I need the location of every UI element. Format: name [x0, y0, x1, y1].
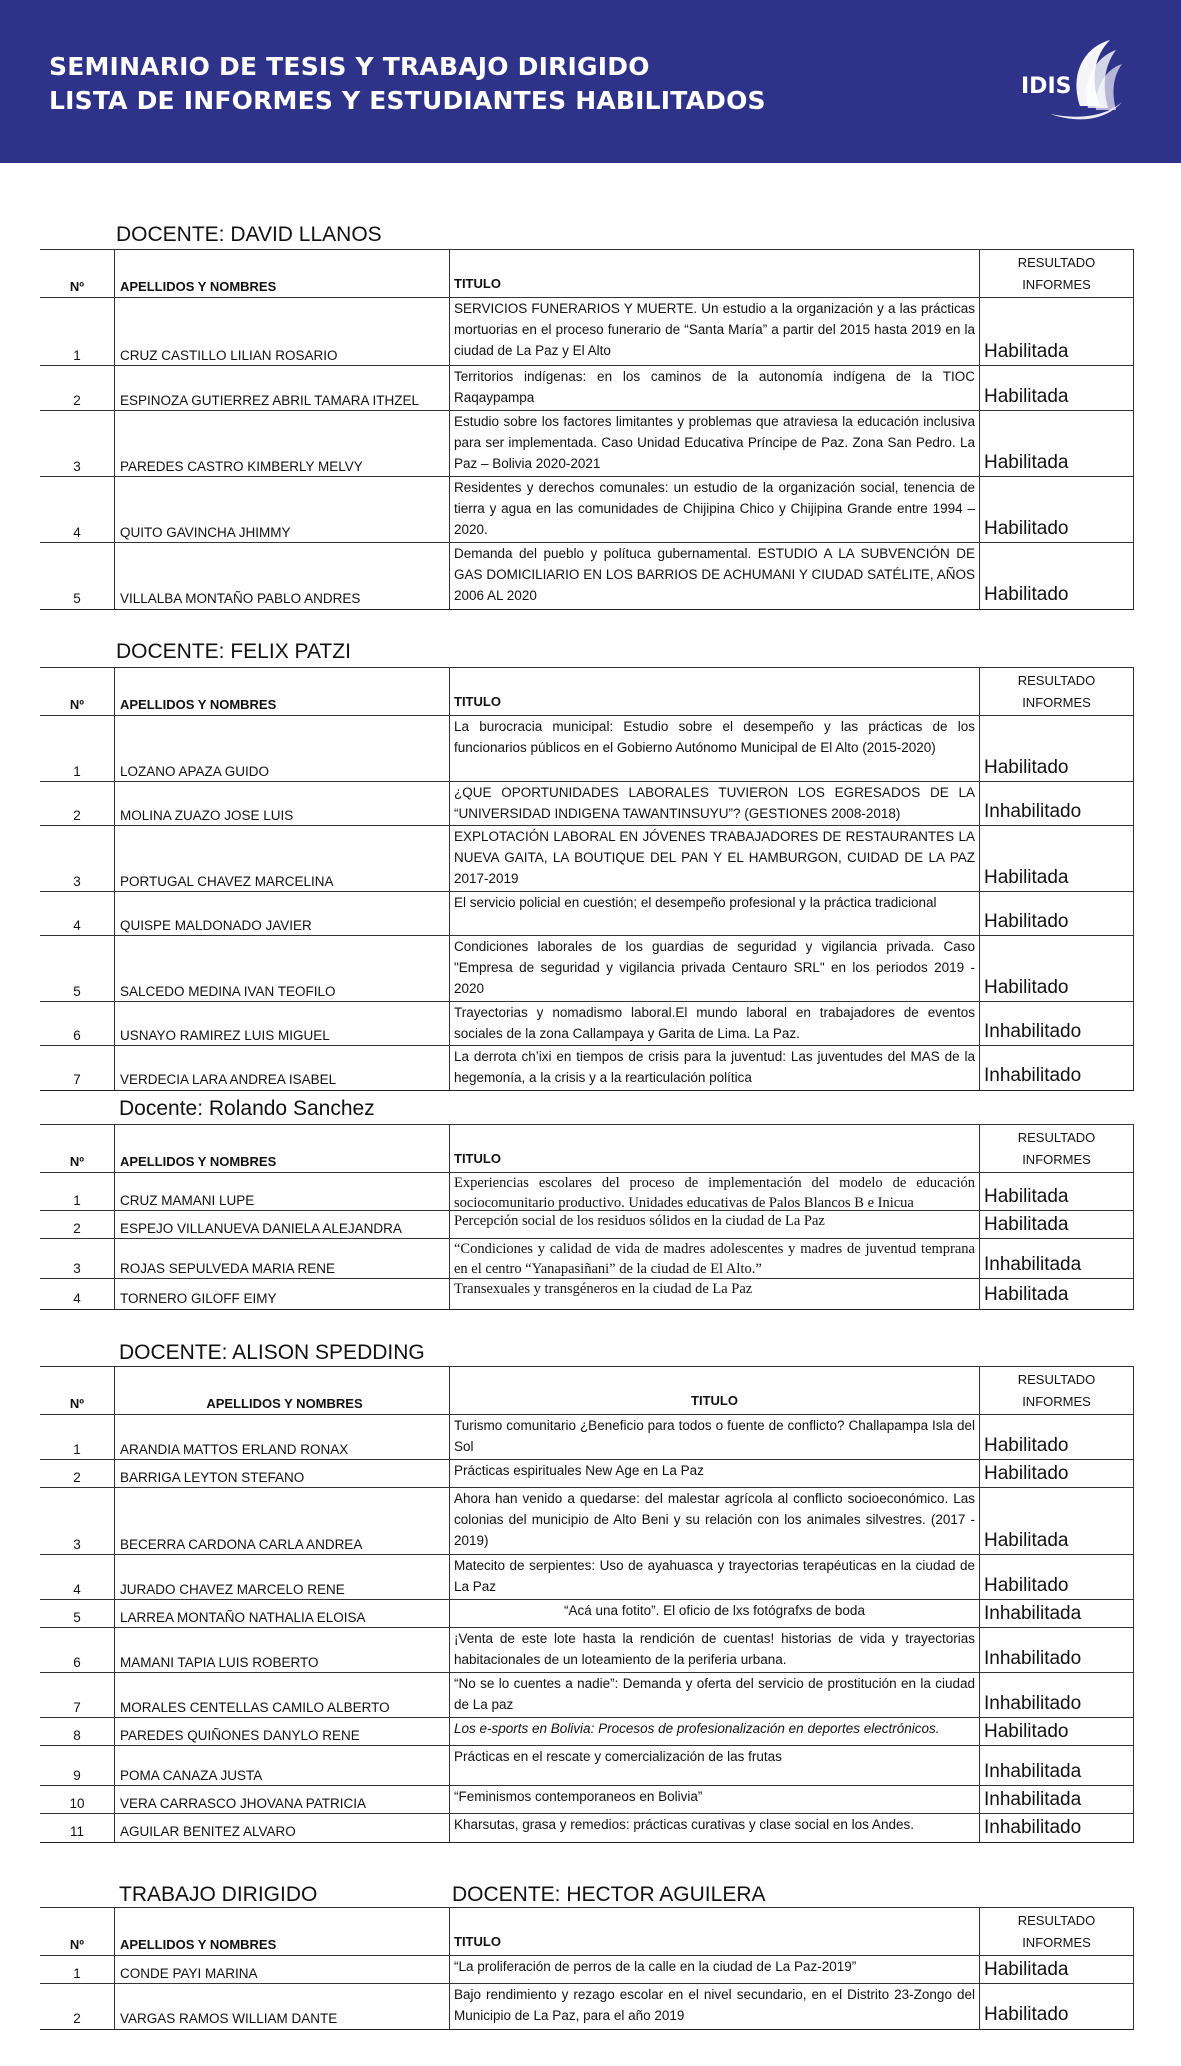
table-row: [40, 935, 1134, 1002]
column-header-title: TITULO: [449, 1908, 979, 1956]
table-row: [40, 1785, 1134, 1814]
section-heading: DOCENTE: ALISON SPEDDING: [119, 1341, 425, 1364]
report-title: SERVICIOS FUNERARIOS Y MUERTE. Un estudio a la organización y a las prácticas mortuorias en el proceso funerario de “Santa María” a partir del 2015 hasta 2019 en la ciudad de La Paz y El Alto: [449, 298, 979, 366]
table-row: [40, 1813, 1134, 1843]
student-name: POMA CANAZA JUSTA: [114, 1746, 449, 1786]
row-number: 5: [73, 591, 81, 606]
student-name: JURADO CHAVEZ MARCELO RENE: [114, 1555, 449, 1600]
report-title: Kharsutas, grasa y remedios: prácticas curativas y clase social en los Andes.: [449, 1814, 979, 1842]
result-status: Inhabilitado: [979, 1673, 1134, 1718]
result-status: Habilitada: [979, 366, 1134, 411]
report-title: Residentes y derechos comunales: un estudio de la organización social, tenencia de tierra y agua en las comunidades de Chijipina Chico y Chijipina Grande entre 1994 – 2020.: [449, 477, 979, 543]
table-row: [40, 1045, 1134, 1091]
column-header-result: [979, 1367, 1134, 1415]
row-number: 6: [73, 1655, 81, 1670]
result-status: Habilitada: [979, 1173, 1134, 1211]
result-status: Habilitado: [979, 1984, 1134, 2029]
header-title-line1: SEMINARIO DE TESIS Y TRABAJO DIRIGIDO: [49, 52, 650, 81]
result-status: Inhabilitado: [979, 1814, 1134, 1842]
report-title: Territorios indígenas: en los caminos de la autonomía indígena de la TIOC Raqaypampa: [449, 366, 979, 411]
row-number: 9: [73, 1768, 81, 1783]
report-title: ¿QUE OPORTUNIDADES LABORALES TUVIERON LOS EGRESADOS DE LA “UNIVERSIDAD INDIGENA TAWANTINSUYU”? (GESTIONES 2008-2018): [449, 782, 979, 826]
table-row: [40, 1172, 1134, 1211]
column-header-num: Nº: [69, 1396, 85, 1411]
table-row: [40, 1001, 1134, 1046]
row-number: 2: [73, 1470, 81, 1485]
student-name: MORALES CENTELLAS CAMILO ALBERTO: [114, 1673, 449, 1718]
section-heading: TRABAJO DIRIGIDO: [119, 1883, 318, 1906]
row-number: 8: [73, 1728, 81, 1743]
row-number: 5: [73, 1610, 81, 1625]
result-status: Inhabilitada: [979, 1746, 1134, 1786]
row-number: 2: [73, 808, 81, 823]
report-title: Prácticas en el rescate y comercialización de las frutas: [449, 1746, 979, 1786]
row-number: 4: [73, 1291, 81, 1306]
column-header-num: Nº: [69, 1937, 85, 1952]
column-header-title: TITULO: [449, 1367, 979, 1415]
student-name: PAREDES QUIÑONES DANYLO RENE: [114, 1718, 449, 1746]
table-row: [40, 410, 1134, 477]
student-name: ESPEJO VILLANUEVA DANIELA ALEJANDRA: [114, 1211, 449, 1239]
column-header-name: APELLIDOS Y NOMBRES: [114, 250, 449, 298]
student-name: CONDE PAYI MARINA: [114, 1956, 449, 1984]
result-status: Inhabilitada: [979, 1786, 1134, 1814]
result-status: Habilitada: [979, 826, 1134, 892]
student-name: SALCEDO MEDINA IVAN TEOFILO: [114, 936, 449, 1002]
column-header-result: [979, 1125, 1134, 1173]
result-status: Habilitado: [979, 543, 1134, 609]
report-title: Bajo rendimiento y rezago escolar en el nivel secundario, en el Distrito 23-Zongo del Municipio de La Paz, para el año 2019: [449, 1984, 979, 2029]
report-title: Demanda del pueblo y polítuca gubernamental. ESTUDIO A LA SUBVENCIÓN DE GAS DOMICILIARIO EN LOS BARRIOS DE ACHUMANI Y CIUDAD SATÉLITE, AÑOS 2006 AL 2020: [449, 543, 979, 609]
column-header-result-line2: INFORMES: [1022, 1152, 1091, 1167]
student-name: CRUZ MAMANI LUPE: [114, 1173, 449, 1211]
report-title: La burocracia municipal: Estudio sobre el desempeño y las prácticas de los funcionarios públicos en el Gobierno Autónomo Municipal de El Alto (2015-2020): [449, 716, 979, 782]
result-status: Habilitada: [979, 411, 1134, 477]
column-header-result-line2: INFORMES: [1022, 1935, 1091, 1950]
student-name: ARANDIA MATTOS ERLAND RONAX: [114, 1415, 449, 1460]
student-name: VILLALBA MONTAÑO PABLO ANDRES: [114, 543, 449, 609]
result-status: Habilitado: [979, 936, 1134, 1002]
result-status: Habilitada: [979, 1956, 1134, 1984]
result-status: Inhabilitada: [979, 1239, 1134, 1279]
student-name: MOLINA ZUAZO JOSE LUIS: [114, 782, 449, 826]
table-header-row: [40, 667, 1134, 716]
report-title: “Acá una fotito”. El oficio de lxs fotógrafxs de boda: [449, 1600, 979, 1628]
column-header-name: APELLIDOS Y NOMBRES: [114, 1125, 449, 1173]
table-row: [40, 715, 1134, 782]
student-name: USNAYO RAMIREZ LUIS MIGUEL: [114, 1002, 449, 1046]
result-status: Inhabilitado: [979, 1628, 1134, 1673]
idis-logo: [1010, 36, 1125, 126]
column-header-result-line1: RESULTADO: [1017, 255, 1096, 270]
student-name: ESPINOZA GUTIERREZ ABRIL TAMARA ITHZEL: [114, 366, 449, 411]
student-name: QUISPE MALDONADO JAVIER: [114, 892, 449, 936]
table-row: [40, 1955, 1134, 1984]
student-name: BARRIGA LEYTON STEFANO: [114, 1460, 449, 1488]
result-status: Habilitada: [979, 1211, 1134, 1239]
result-status: Inhabilitado: [979, 782, 1134, 826]
report-title: Percepción social de los residuos sólidos en la ciudad de La Paz: [449, 1211, 979, 1239]
section-heading: DOCENTE: DAVID LLANOS: [116, 223, 382, 246]
table-row: [40, 1459, 1134, 1488]
table-row: [40, 1627, 1134, 1673]
student-name: VERA CARRASCO JHOVANA PATRICIA: [114, 1786, 449, 1814]
report-title: Prácticas espirituales New Age en La Paz: [449, 1460, 979, 1488]
column-header-result-line1: RESULTADO: [1017, 1913, 1096, 1928]
student-name: PAREDES CASTRO KIMBERLY MELVY: [114, 411, 449, 477]
student-name: LOZANO APAZA GUIDO: [114, 716, 449, 782]
row-number: 5: [73, 984, 81, 999]
row-number: 1: [73, 348, 81, 363]
table-row: [40, 1717, 1134, 1746]
table-header-row: [40, 1366, 1134, 1415]
table-row: [40, 1278, 1134, 1310]
report-title: “No se lo cuentes a nadie”: Demanda y oferta del servicio de prostitución en la ciudad de La paz: [449, 1673, 979, 1718]
table-header-row: [40, 249, 1134, 298]
result-status: Habilitada: [979, 1488, 1134, 1555]
row-number: 3: [73, 459, 81, 474]
report-title: Transexuales y transgéneros en la ciudad de La Paz: [449, 1279, 979, 1309]
report-title: El servicio policial en cuestión; el desempeño profesional y la práctica tradicional: [449, 892, 979, 936]
column-header-result-line1: RESULTADO: [1017, 1372, 1096, 1387]
column-header-title: TITULO: [449, 1125, 979, 1173]
report-title: “Feminismos contemporaneos en Bolivia”: [449, 1786, 979, 1814]
report-title: EXPLOTACIÓN LABORAL EN JÓVENES TRABAJADORES DE RESTAURANTES LA NUEVA GAITA, LA BOUTIQUE DEL PAN Y EL HAMBURGON, CUIDAD DE LA PAZ 2017-2019: [449, 826, 979, 892]
table-row: [40, 476, 1134, 543]
result-status: Habilitado: [979, 477, 1134, 543]
logo-text: IDIS: [1021, 74, 1072, 99]
report-title: “La proliferación de perros de la calle en la ciudad de La Paz-2019”: [449, 1956, 979, 1984]
row-number: 2: [73, 393, 81, 408]
row-number: 1: [73, 1966, 81, 1981]
column-header-result-line2: INFORMES: [1022, 695, 1091, 710]
column-header-result-line2: INFORMES: [1022, 1394, 1091, 1409]
row-number: 1: [73, 1193, 81, 1208]
table-row: [40, 1745, 1134, 1786]
column-header-name: APELLIDOS Y NOMBRES: [114, 1908, 449, 1956]
table-row: [40, 542, 1134, 610]
student-name: QUITO GAVINCHA JHIMMY: [114, 477, 449, 543]
column-header-result-line1: RESULTADO: [1017, 673, 1096, 688]
row-number: 1: [73, 1442, 81, 1457]
result-status: Inhabilitado: [979, 1046, 1134, 1090]
table-row: [40, 891, 1134, 936]
row-number: 6: [73, 1028, 81, 1043]
result-status: Habilitado: [979, 716, 1134, 782]
result-status: Habilitada: [979, 1279, 1134, 1309]
page-header: [0, 0, 1181, 163]
result-status: Inhabilitada: [979, 1600, 1134, 1628]
row-number: 10: [69, 1796, 85, 1811]
table-row: [40, 825, 1134, 892]
student-name: VERDECIA LARA ANDREA ISABEL: [114, 1046, 449, 1090]
row-number: 2: [73, 2011, 81, 2026]
table-row: [40, 1672, 1134, 1718]
report-title: Matecito de serpientes: Uso de ayahuasca y trayectorias terapéuticas en la ciudad de La Paz: [449, 1555, 979, 1600]
row-number: 4: [73, 525, 81, 540]
table-header-row: [40, 1907, 1134, 1956]
row-number: 7: [73, 1072, 81, 1087]
student-name: ROJAS SEPULVEDA MARIA RENE: [114, 1239, 449, 1279]
result-status: Habilitado: [979, 1555, 1134, 1600]
table-row: [40, 1238, 1134, 1279]
table-row: [40, 1414, 1134, 1460]
report-title: ¡Venta de este lote hasta la rendición de cuentas! historias de vida y trayectorias habitacionales de un loteamiento de la periferia urbana.: [449, 1628, 979, 1673]
column-header-title: TITULO: [449, 668, 979, 716]
report-title: Turismo comunitario ¿Beneficio para todos o fuente de conflicto? Challapampa Isla del Sol: [449, 1415, 979, 1460]
column-header-num: Nº: [69, 1154, 85, 1169]
column-header-num: Nº: [69, 697, 85, 712]
report-title: Trayectorias y nomadismo laboral.El mundo laboral en trabajadores de eventos sociales de la zona Callampaya y Garita de Lima. La Paz.: [449, 1002, 979, 1046]
result-status: Habilitado: [979, 1718, 1134, 1746]
student-name: BECERRA CARDONA CARLA ANDREA: [114, 1488, 449, 1555]
student-name: MAMANI TAPIA LUIS ROBERTO: [114, 1628, 449, 1673]
table-row: [40, 1487, 1134, 1555]
table-row: [40, 1554, 1134, 1600]
column-header-name: APELLIDOS Y NOMBRES: [114, 668, 449, 716]
student-name: LARREA MONTAÑO NATHALIA ELOISA: [114, 1600, 449, 1628]
student-name: PORTUGAL CHAVEZ MARCELINA: [114, 826, 449, 892]
table-row: [40, 297, 1134, 366]
column-header-name: APELLIDOS Y NOMBRES: [114, 1367, 449, 1415]
report-title: Ahora han venido a quedarse: del malestar agrícola al conflicto socioeconómico. Las colonias del municipio de Alto Beni y su relación con los animales silvestres. (2017 - 2019): [449, 1488, 979, 1555]
result-status: Habilitado: [979, 1460, 1134, 1488]
result-status: Habilitado: [979, 892, 1134, 936]
section-heading-secondary: DOCENTE: HECTOR AGUILERA: [452, 1883, 766, 1906]
row-number: 4: [73, 918, 81, 933]
report-title: La derrota ch’ixi en tiempos de crisis para la juventud: Las juventudes del MAS de la hegemonía, a la crisis y a la rearticulación política: [449, 1046, 979, 1090]
student-name: VARGAS RAMOS WILLIAM DANTE: [114, 1984, 449, 2029]
section-heading: DOCENTE: FELIX PATZI: [116, 640, 351, 663]
report-title: Experiencias escolares del proceso de implementación del modelo de educación sociocomunitario productivo. Unidades educativas de Palos Blancos B e Inicua: [449, 1173, 979, 1211]
table-row: [40, 1983, 1134, 2030]
report-title: Condiciones laborales de los guardias de seguridad y vigilancia privada. Caso "Empresa de seguridad y vigilancia privada Centauro SRL" en los periodos 2019 - 2020: [449, 936, 979, 1002]
result-status: Inhabilitado: [979, 1002, 1134, 1046]
row-number: 3: [73, 874, 81, 889]
student-name: AGUILAR BENITEZ ALVARO: [114, 1814, 449, 1842]
column-header-result-line1: RESULTADO: [1017, 1130, 1096, 1145]
student-name: TORNERO GILOFF EIMY: [114, 1279, 449, 1309]
student-name: CRUZ CASTILLO LILIAN ROSARIO: [114, 298, 449, 366]
result-status: Habilitado: [979, 1415, 1134, 1460]
row-number: 7: [73, 1700, 81, 1715]
report-title: Estudio sobre los factores limitantes y problemas que atraviesa la educación inclusiva para ser implementada. Caso Unidad Educativa Príncipe de Paz. Zona San Pedro. La Paz – Bolivia 2020-2021: [449, 411, 979, 477]
row-number: 3: [73, 1261, 81, 1276]
row-number: 1: [73, 764, 81, 779]
table-row: [40, 1210, 1134, 1239]
column-header-num: Nº: [69, 279, 85, 294]
column-header-result-line2: INFORMES: [1022, 277, 1091, 292]
section-heading: Docente: Rolando Sanchez: [119, 1097, 375, 1120]
row-number: 2: [73, 1221, 81, 1236]
result-status: Habilitada: [979, 298, 1134, 366]
header-title-line2: LISTA DE INFORMES Y ESTUDIANTES HABILITADOS: [49, 86, 766, 115]
table-row: [40, 365, 1134, 411]
column-header-result: [979, 250, 1134, 298]
column-header-result: [979, 1908, 1134, 1956]
table-row: [40, 781, 1134, 826]
report-title: Los e-sports en Bolivia: Procesos de profesionalización en deportes electrónicos.: [449, 1718, 979, 1746]
report-title: “Condiciones y calidad de vida de madres adolescentes y madres de juventud temprana en el centro “Yanapasiñani” de la ciudad de El Alto.”: [449, 1239, 979, 1279]
table-row: [40, 1599, 1134, 1628]
row-number: 3: [73, 1537, 81, 1552]
column-header-title: TITULO: [449, 250, 979, 298]
column-header-result: [979, 668, 1134, 716]
row-number: 11: [69, 1824, 84, 1839]
table-header-row: [40, 1124, 1134, 1173]
row-number: 4: [73, 1582, 81, 1597]
